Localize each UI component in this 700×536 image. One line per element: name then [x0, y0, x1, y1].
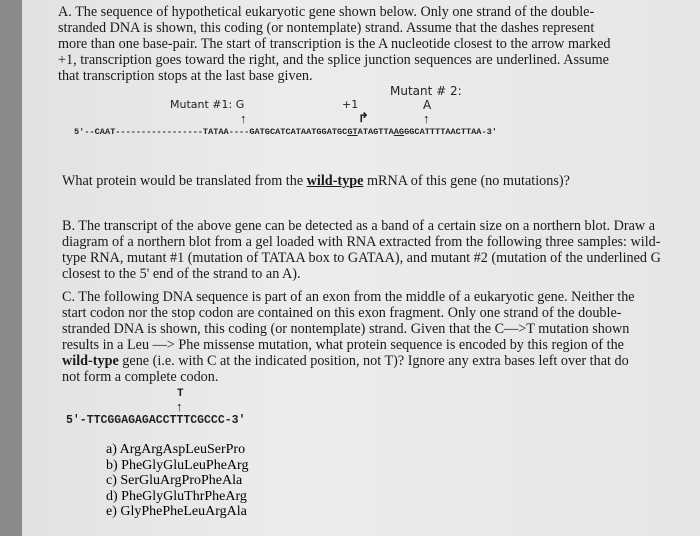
- text-line: results in a Leu —> Phe missense mutation, what protein sequence is encoded by this region of the: [62, 337, 624, 353]
- seq-part: GGCATTTTAACTTAA-3': [404, 127, 497, 137]
- dna-sequence-c: 5'-TTCGGAGAGACCTTTCGCCC-3': [66, 414, 246, 427]
- option-a[interactable]: a) ArgArgAspLeuSerPro: [106, 442, 246, 457]
- transcription-start-arrow-icon: ↱: [358, 110, 369, 125]
- arrow-up-icon: ↑: [240, 111, 247, 126]
- text-line: +1, transcription goes toward the right, and the splice junction sequences are underlined. Assume: [58, 52, 609, 68]
- text-line: B. The transcript of the above gene can be detected as a band of a certain size on a northern blot. Draw a: [62, 218, 655, 234]
- part-b-text: [62, 218, 682, 282]
- text-line: stranded DNA is shown, this coding (or nontemplate) strand. Assume that the dashes represent: [58, 20, 595, 36]
- text-line: closest to the 5' end of the strand to an A).: [62, 266, 301, 282]
- text: gene (i.e. with C at the indicated position, not T)? Ignore any extra bases left over that do: [118, 353, 629, 369]
- text-line: more than one base-pair. The start of transcription is the A nucleotide closest to the arrow marked: [58, 36, 611, 52]
- dna-sequence-a: [74, 127, 497, 138]
- plus1-label: +1: [342, 98, 359, 111]
- mutant2-base: A: [423, 98, 432, 112]
- arrow-up-icon: ↑: [423, 111, 430, 126]
- text-line: start codon nor the stop codon are contained on this exon fragment. Only one strand of the double-: [62, 305, 622, 321]
- text-line: C. The following DNA sequence is part of an exon from the middle of a eukaryotic gene. Neither the: [62, 289, 635, 305]
- mutation-base: T: [177, 388, 184, 400]
- text: wild-type: [62, 353, 119, 369]
- option-e[interactable]: e) GlyPhePheLeuArgAla: [106, 504, 247, 519]
- text: wild-type: [306, 173, 364, 189]
- question-a: [62, 173, 682, 189]
- text: mRNA of this gene (no mutations)?: [363, 173, 570, 189]
- text-line: type RNA, mutant #1 (mutation of TATAA box to GATAA), and mutant #2 (mutation of the underlined G: [62, 250, 661, 266]
- option-b[interactable]: b) PheGlyGluLeuPheArg: [106, 457, 249, 473]
- left-edge: [0, 0, 22, 536]
- arrow-up-icon: ↑: [176, 399, 183, 414]
- option-d[interactable]: d) PheGlyGluThrPheArg: [106, 488, 247, 504]
- mutant2-annotation: Mutant # 2:: [390, 84, 462, 98]
- splice-site-underlined: AG: [393, 127, 405, 137]
- text-line: stranded DNA is shown, this coding (or nontemplate) strand. Given that the C—>T mutation shown: [62, 321, 630, 337]
- text-line: [62, 353, 682, 369]
- splice-site-underlined: GT: [347, 127, 358, 137]
- text-line: diagram of a northern blot from a gel loaded with RNA extracted from the following three samples: wild-: [62, 234, 661, 250]
- text: What protein would be translated from the: [62, 173, 307, 189]
- text-line: not form a complete codon.: [62, 369, 219, 385]
- seq-part: ATAGTTA: [357, 127, 394, 137]
- seq-part: 5'--CAAT-----------------TATAA----GATGCATCATAATGGATGC: [74, 127, 348, 137]
- mutant1-annotation: Mutant #1: G: [170, 98, 245, 111]
- part-a-text: [58, 4, 678, 84]
- option-c[interactable]: c) SerGluArgProPheAla: [106, 473, 243, 488]
- text-line: that transcription stops at the last base given.: [58, 68, 313, 84]
- part-c-text: [62, 289, 682, 385]
- text-line: A. The sequence of hypothetical eukaryotic gene shown below. Only one strand of the double-: [58, 4, 595, 20]
